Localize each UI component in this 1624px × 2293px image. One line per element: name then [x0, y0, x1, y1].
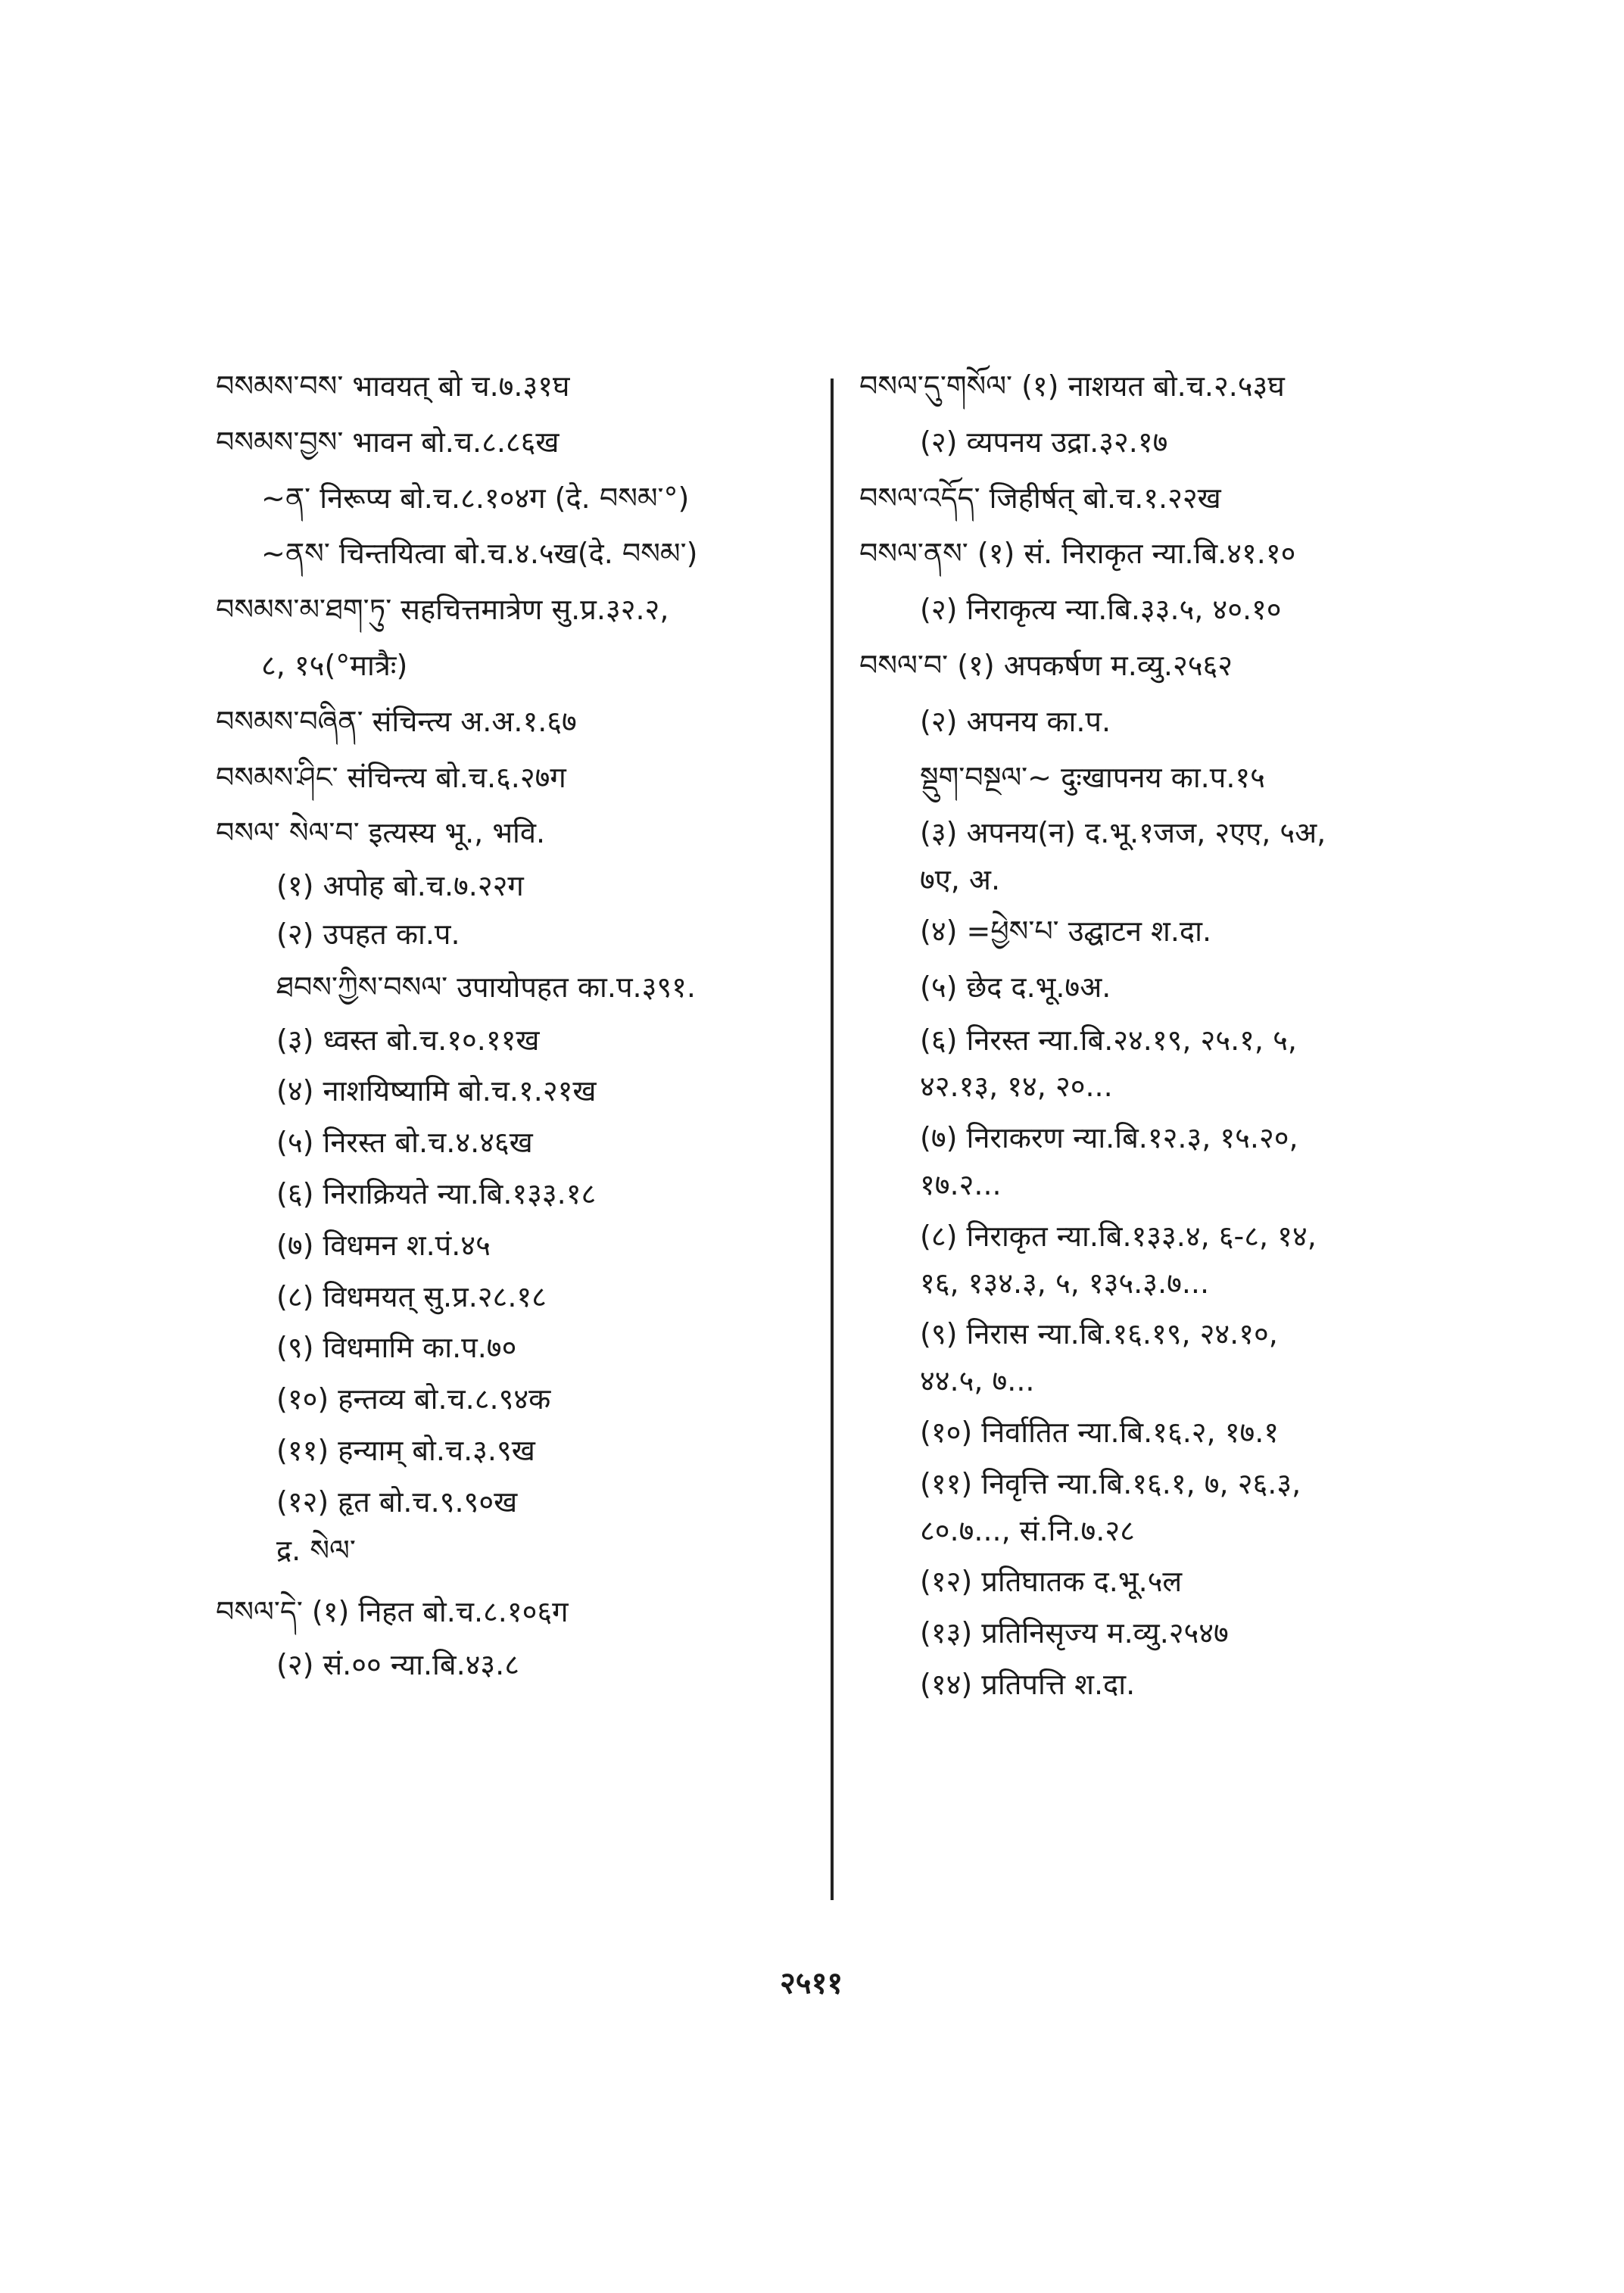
entry: (१२) हृत बो.च.९.९०ख	[276, 1485, 518, 1519]
right-column	[859, 371, 1488, 1701]
entry: (२) अपनय का.प.	[920, 704, 1111, 738]
entry: द्र. སེལ་	[276, 1533, 356, 1567]
entry: (४) नाशयिष्यामि बो.च.१.२१ख	[276, 1074, 597, 1108]
entry: ८०.७..., सं.नि.७.२८	[920, 1513, 1135, 1547]
entry: (१) अपोह बो.च.७.२२ग	[276, 869, 524, 903]
entry: བསལ་དུ་གསོལ་ (१) नाशयत बो.च.२.५३घ	[859, 369, 1285, 403]
entry: བསལ་བ་ (१) अपकर्षण म.व्यु.२५६२	[859, 648, 1233, 682]
entry: (६) निराक्रियते न्या.बि.१३३.१८	[276, 1176, 597, 1210]
entry: (८) विधमयत् सु.प्र.२८.१८	[276, 1279, 547, 1313]
entry: (१०) निर्वातित न्या.बि.१६.२, १७.१	[920, 1415, 1280, 1449]
entry: (७) विधमन श.पं.४५	[276, 1228, 491, 1262]
entry: བསམས་བཞིན་ संचिन्त्य अ.अ.१.६७	[216, 704, 577, 738]
entry: ཐབས་ཀྱིས་བསལ་ उपायोपहत का.प.३९१.	[276, 970, 696, 1004]
entry: ४२.१३, १४, २०...	[920, 1070, 1113, 1104]
entry: (२) सं.०० न्या.बि.४३.८	[276, 1648, 520, 1682]
entry: (१२) प्रतिघातक द.भू.५ल	[920, 1565, 1183, 1599]
entry: སྡུག་བསྔལ་~ दुःखापनय का.प.१५	[920, 760, 1265, 794]
entry: བསལ་དེ་ (१) निहत बो.च.८.१०६ग	[216, 1595, 569, 1629]
entry: (१३) प्रतिनिसृज्य म.व्यु.२५४७	[920, 1616, 1229, 1650]
entry: ~ནས་ चिन्तयित्वा बो.च.४.५ख(दे. བསམ་)	[261, 537, 698, 571]
entry: བསལ་ནས་ (१) सं. निराकृत न्या.बि.४१.१०	[859, 537, 1296, 571]
entry: (११) हन्याम् बो.च.३.९ख	[276, 1433, 535, 1467]
entry: (८) निराकृत न्या.बि.१३३.४, ६-८, १४,	[920, 1219, 1317, 1253]
entry: ८, १५(°मात्रैः)	[261, 648, 408, 682]
entry: (५) छेद द.भू.७अ.	[920, 970, 1111, 1004]
entry: (५) निरस्त बो.च.४.४६ख	[276, 1126, 533, 1160]
entry: བསམས་བྱས་ भावन बो.च.८.८६ख	[216, 425, 560, 459]
entry: (७) निराकरण न्या.बि.१२.३, १५.२०,	[920, 1121, 1298, 1155]
entry: (६) निरस्त न्या.बि.२४.१९, २५.१, ५,	[920, 1023, 1297, 1057]
entry: (९) विधमामि का.प.७०	[276, 1331, 517, 1365]
entry: བསལ་འདོད་ जिहीर्षत् बो.च.१.२२ख	[859, 481, 1221, 515]
entry: བསམས་ཤིང་ संचिन्त्य बो.च.६.२७ग	[216, 760, 566, 794]
entry: १६, १३४.३, ५, १३५.३.७...	[920, 1266, 1210, 1300]
entry: ४४.५, ७...	[920, 1364, 1035, 1398]
entry: (३) अपनय(न) द.भू.१जज, २एए, ५अ,	[920, 816, 1326, 850]
entry: (१४) प्रतिपत्ति श.दा.	[920, 1667, 1136, 1701]
entry: ~ན་ निरूप्य बो.च.८.१०४ग (दे. བསམ་°)	[261, 481, 690, 515]
entry: བསལ་ སེལ་བ་ इत्यस्य भू., भवि.	[216, 816, 546, 850]
page-number: २५११	[780, 1966, 843, 2001]
entry: (४) =ཕྱེས་པ་ उद्घाटन श.दा.	[920, 914, 1212, 948]
entry: ७ए, अ.	[920, 863, 1001, 897]
entry: བསམས་བས་ भावयत् बो च.७.३१घ	[216, 369, 570, 403]
left-column	[216, 371, 821, 1681]
entry: བསམས་མ་ཐག་ཏུ་ सहचित्तमात्रेण सु.प्र.३२.२,	[216, 593, 669, 627]
entry: (२) निराकृत्य न्या.बि.३३.५, ४०.१०	[920, 593, 1282, 627]
entry: (३) ध्वस्त बो.च.१०.११ख	[276, 1023, 540, 1057]
entry: (१०) हन्तव्य बो.च.८.९४क	[276, 1382, 551, 1416]
entry: (११) निवृत्ति न्या.बि.१६.१, ७, २६.३,	[920, 1466, 1301, 1500]
column-divider	[831, 379, 834, 1900]
entry: (२) उपहत का.प.	[276, 917, 460, 951]
entry: १७.२...	[920, 1167, 1002, 1201]
entry: (२) व्यपनय उद्रा.३२.१७	[920, 425, 1168, 459]
entry: (९) निरास न्या.बि.१६.१९, २४.१०,	[920, 1317, 1278, 1351]
